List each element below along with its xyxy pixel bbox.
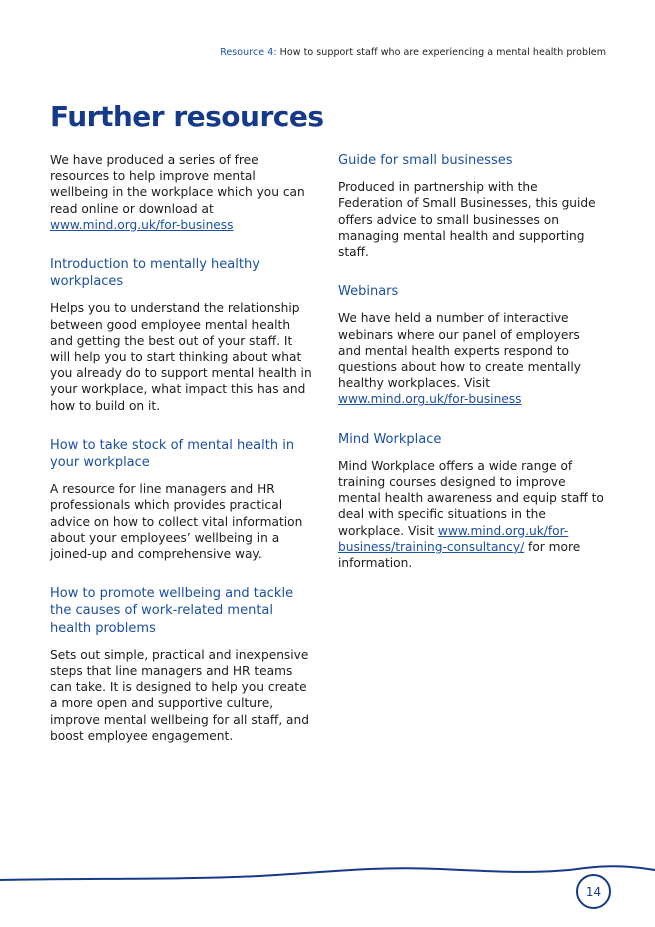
- page-number: 14: [576, 874, 611, 909]
- section-body-introduction: Helps you to understand the relationship between good employee mental health and getting the best out of your staff. It will help you to start thinking about what you already do to support mental health in your workplace, what impact this has and how to build on it.: [50, 301, 312, 413]
- mind-workplace-link[interactable]: www.mind.org.uk/for-business/training-consultancy/: [338, 523, 569, 554]
- webinars-link[interactable]: www.mind.org.uk/for-business: [338, 392, 522, 407]
- section-heading-small-business: Guide for small businesses: [338, 153, 513, 168]
- right-column: [338, 152, 606, 571]
- section-body-small-business: Produced in partnership with the Federation of Small Businesses, this guide offers advice to small businesses on managing mental health and supporting staff.: [338, 180, 596, 260]
- section-body-promote-wellbeing: Sets out simple, practical and inexpensive steps that line managers and HR teams can take. It is designed to help you create a more open and supportive culture, improve mental wellbeing for all staff, and boost employee engagement.: [50, 647, 309, 743]
- left-column: [50, 152, 316, 744]
- resource-title: How to support staff who are experiencing a mental health problem: [279, 47, 606, 58]
- section-heading-introduction: Introduction to mentally healthy workplaces: [50, 257, 260, 290]
- intro-link[interactable]: www.mind.org.uk/for-business: [50, 217, 234, 232]
- intro-paragraph: We have produced a series of free resources to help improve mental wellbeing in the workplace which you can read online or download at www.mind.org.uk/for-business: [50, 153, 305, 232]
- section-heading-mind-workplace: Mind Workplace: [338, 431, 442, 447]
- section-body-take-stock: A resource for line managers and HR professionals which provides practical advice on how to collect vital information about your employees’ wellbeing in a joined-up and comprehensive way.: [50, 482, 303, 562]
- page-title: Further resources: [50, 100, 324, 133]
- resource-label: Resource 4:: [220, 47, 277, 58]
- section-heading-promote-wellbeing: How to promote wellbeing and tackle the causes of work-related mental health problems: [50, 586, 294, 636]
- footer-wave-line: [0, 858, 655, 898]
- running-header: [220, 47, 606, 58]
- section-heading-webinars: Webinars: [338, 284, 399, 300]
- section-body-mind-workplace: Mind Workplace offers a wide range of training courses designed to improve mental health awareness and equip staff to deal with specific situations in the workplace. Visit www.mind.org.uk/for-business/training-consultancy/ for more information.: [338, 458, 604, 571]
- section-body-webinars: We have held a number of interactive webinars where our panel of employers and mental health experts respond to questions about how to create mentally healthy workplaces. Visit www.mind.org.uk/for-business: [338, 311, 581, 407]
- section-heading-take-stock: How to take stock of mental health in your workplace: [50, 437, 295, 471]
